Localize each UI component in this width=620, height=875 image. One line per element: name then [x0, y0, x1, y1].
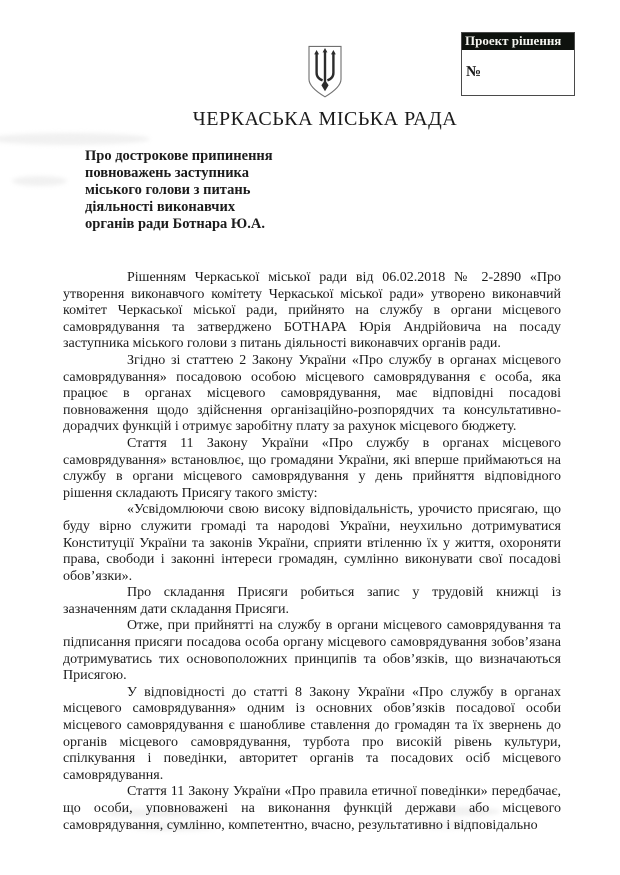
ukraine-trident-emblem-icon — [299, 44, 351, 105]
stamp-number-label: № — [466, 64, 482, 80]
stamp-title: Проект рішення — [462, 33, 574, 50]
organization-title: ЧЕРКАСЬКА МІСЬКА РАДА — [192, 108, 458, 130]
body-paragraph: Згідно зі статтею 2 Закону України «Про службу в органах місцевого самоврядування» посадовою особою місцевого самоврядування є особа, яка працює в органах місцевого самоврядування, має відповідні посадові повноваження щодо здійснення організаційно-розпорядчих та консультативно-дорадчих функцій і отримує заробітну плату за рахунок місцевого бюджету. — [63, 352, 561, 435]
subject-line: міського голови з питань — [85, 182, 251, 198]
body-paragraph: У відповідності до статті 8 Закону України «Про службу в органах місцевого самоврядування» одним із основних обов’язків посадової особи місцевого самоврядування є шанобливе ставлення до громадян та їх звернень до органів місцевого самоврядування, турбота про високій рівень культури, спілкування і поведінки, авторитет органів та посадових осіб місцевого самоврядування. — [63, 684, 561, 783]
body-paragraph: Рішенням Черкаської міської ради від 06.02.2018 № 2-2890 «Про утворення виконавчого комітету Черкаської міської ради» утворено виконавчий комітет Черкаської міської ради, прийнято на службу в органи місцевого самоврядування та затверджено БОТНАРА Юрія Андрійовича на посаду заступника міського голови з питань діяльності виконавчих органів ради. — [63, 270, 561, 352]
body-paragraph: Отже, при прийнятті на службу в органи місцевого самоврядування та підписання присяги посадова особа органу місцевого самоврядування зобов’язана дотримуватись тих основоположних принципів та обов’язків, що визначаються Присягою. — [63, 618, 561, 684]
subject-line: повноважень заступника — [85, 165, 249, 181]
document-header — [30, 44, 620, 131]
body-paragraph: «Усвідомлюючи свою високу відповідальність, урочисто присягаю, що буду вірно служити громаді та народові України, неухильно дотримуватися Конституції України та законів України, сприяти втіленню їх у життя, охороняти права, свободи і законні інтереси громадян, сумлінно виконувати свої посадові обов’язки». — [63, 502, 561, 584]
subject-line: органів ради Ботнара Ю.А. — [85, 216, 265, 232]
subject-heading — [85, 148, 355, 233]
subject-line: діяльності виконавчих — [85, 199, 236, 215]
document-body — [63, 270, 561, 834]
body-paragraph: Стаття 11 Закону України «Про правила етичної поведінки» передбачає, що особи, уповноважені на виконання функцій держави або місцевого самоврядування, сумлінно, компетентно, вчасно, результативно і відповідально — [63, 784, 561, 833]
subject-line: Про дострокове припинення — [85, 148, 273, 164]
scan-smudge — [12, 176, 67, 186]
body-paragraph: Про складання Присяги робиться запис у трудовій книжці із зазначенням дати складання Присяги. — [63, 585, 561, 617]
scan-smudge — [0, 133, 150, 145]
body-paragraph: Стаття 11 Закону України «Про службу в органах місцевого самоврядування» встановлює, що громадяни України, які вперше приймаються на службу в органи місцевого самоврядування у день прийняття відповідного рішення складають Присягу такого змісту: — [63, 435, 561, 501]
